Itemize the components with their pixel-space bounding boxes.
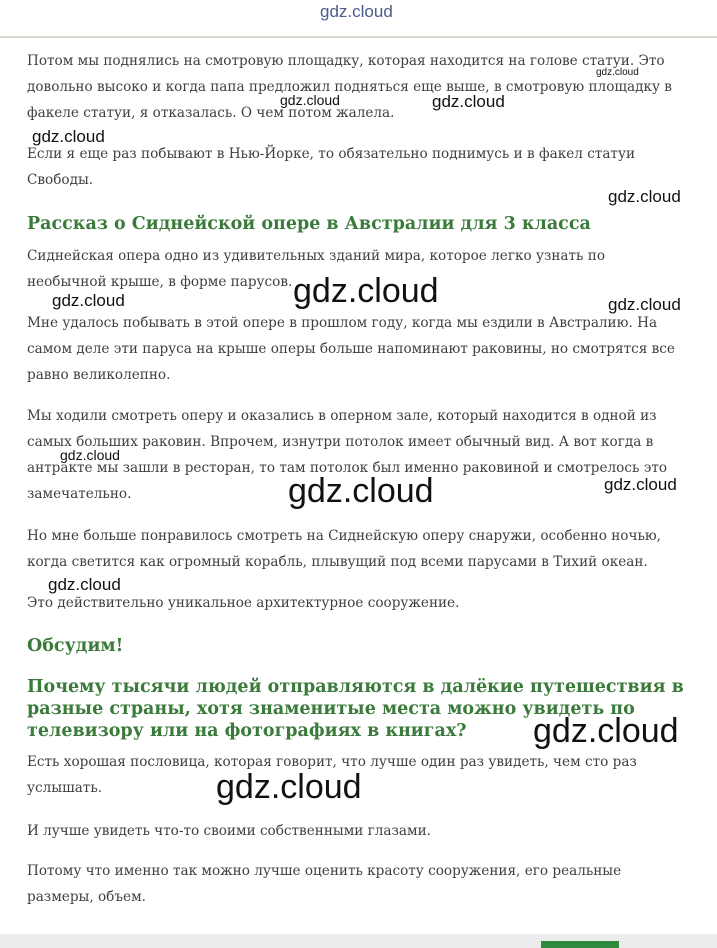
watermark: gdz.cloud (432, 92, 505, 111)
accept-button[interactable] (541, 941, 619, 948)
watermark: gdz.cloud (604, 475, 677, 494)
watermark: gdz.cloud (533, 712, 679, 750)
paragraph-opera-night: Но мне больше понравилось смотреть на Сиднейскую оперу снаружи, особенно ночью, когда светится как огромный корабль, плывущий под всеми парусами в Тихий океан. (27, 528, 661, 570)
watermark: gdz.cloud (48, 575, 121, 594)
watermark: gdz.cloud (608, 295, 681, 314)
watermark: gdz.cloud (608, 187, 681, 206)
heading-discuss: Обсудим! (27, 636, 124, 656)
paragraph-opera-hall: Мы ходили смотреть оперу и оказались в оперном зале, который находится в одной из самых больших раковин. Впрочем, изнутри потолок имеет обычный вид. А вот когда в антракте мы зашли в ресторан, то там потолок был именно раковиной и смотрелось это замечательно. (27, 408, 668, 502)
heading-travel-question: Почему тысячи людей отправляются в далёкие путешествия в разные страны, хотя знаменитые места можно увидеть по телевизору или на фотографиях в книгах? (27, 677, 684, 741)
watermark: gdz.cloud (293, 272, 439, 310)
paragraph-statue-observation: Потом мы поднялись на смотровую площадку, которая находится на голове статуи. Это довольно высоко и когда папа предложил подняться еще выше, в смотровую площадку в факеле статуи, я отказалась. О чем потом жалела. (27, 53, 672, 121)
watermark: gdz.cloud (52, 291, 125, 310)
paragraph-opera-intro: Сиднейская опера одно из удивительных зданий мира, которое легко узнать по необычной крыше, в форме парусов. (27, 248, 606, 290)
paragraph-new-york-return: Если я еще раз побывают в Нью-Йорке, то обязательно поднимусь и в факел статуи Свободы. (27, 146, 636, 188)
paragraph-unique-structure: Это действительно уникальное архитектурное сооружение. (27, 595, 460, 611)
paragraph-own-eyes: И лучше увидеть что-то своими собственными глазами. (27, 823, 431, 839)
heading-sydney-opera: Рассказ о Сиднейской опере в Австралии для 3 класса (27, 214, 591, 234)
watermark: gdz.cloud (216, 768, 362, 806)
watermark: gdz.cloud (280, 92, 340, 108)
watermark: gdz.cloud (288, 472, 434, 510)
watermark: gdz.cloud (60, 447, 120, 463)
site-header (0, 0, 717, 38)
site-logo[interactable]: gdz.cloud (320, 2, 393, 21)
paragraph-opera-visit: Мне удалось побывать в этой опере в прошлом году, когда мы ездили в Австралию. На самом деле эти паруса на крыше оперы больше напоминают раковины, но смотрятся все равно великолепно. (27, 315, 675, 383)
paragraph-proverb: Есть хорошая пословица, которая говорит, что лучше один раз увидеть, чем сто раз услышать. (27, 754, 637, 796)
paragraph-evaluate-beauty: Потому что именно так можно лучше оценить красоту сооружения, его реальные размеры, объем. (27, 863, 622, 905)
watermark: gdz.cloud (596, 67, 639, 78)
watermark: gdz.cloud (32, 127, 105, 146)
